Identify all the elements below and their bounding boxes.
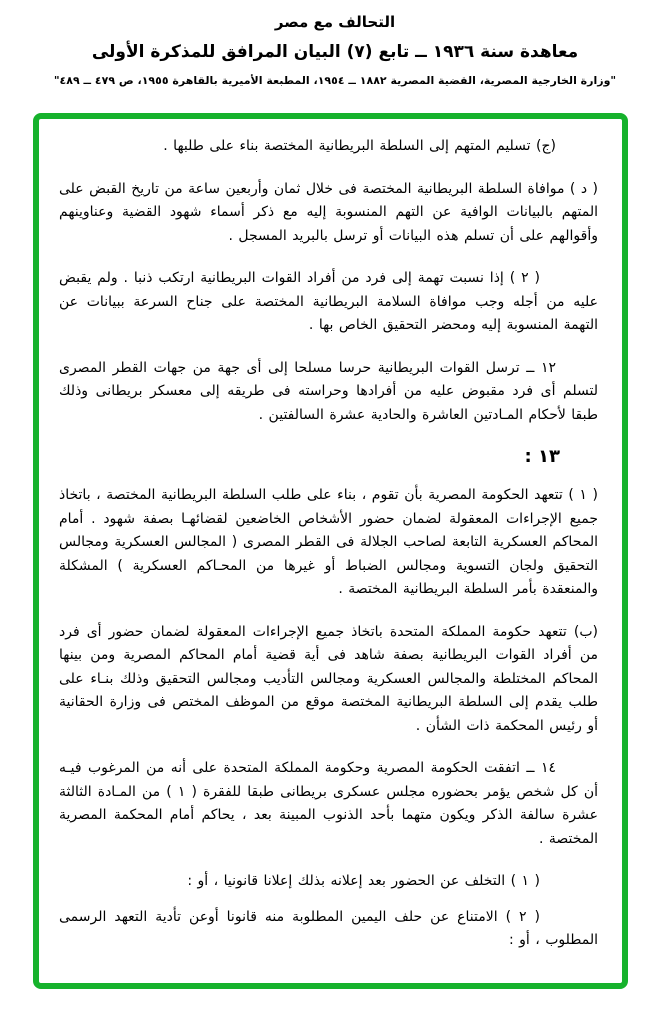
paragraph-marker: ( ٢ ) bbox=[505, 908, 540, 925]
paragraph-text: التخلف عن الحضور بعد إعلانه بذلك إعلانا قانونيا ، أو : bbox=[187, 873, 506, 890]
clause-2 bbox=[59, 267, 598, 338]
paragraph-text: موافاة السلطة البريطانية المختصة فى خلال ثمان وأربعين ساعة من تاريخ القبض على المتهم بالبيانات الوافية عن التهم المنسوبة إليه مع ذكر أسماء شهود القضية وعناوينهم وأقوالهم على أن تسلم هذه البيانات أو ترسل بالبريد المسجل . bbox=[59, 180, 598, 244]
clause-dal bbox=[59, 178, 598, 249]
document-header bbox=[0, 0, 670, 87]
article-14 bbox=[59, 757, 598, 851]
article-13-heading: ١٣ : bbox=[524, 446, 560, 468]
page-title: التحالف مع مصر bbox=[274, 13, 396, 31]
paragraph-marker: ( ٢ ) bbox=[509, 270, 540, 287]
paragraph-marker: ( ١ ) bbox=[510, 873, 540, 890]
paragraph-marker: (ج) bbox=[536, 138, 556, 154]
source-citation: "وزارة الخارجية المصرية، القضية المصرية ١٨٨٢ ــ ١٩٥٤، المطبعة الأميرية بالقاهرة ١٩٥٥، ص ٤٧٩ ــ ٤٨٩" bbox=[53, 74, 617, 87]
paragraph-text: تتعهد حكومة المملكة المتحدة باتخاذ جميع الإجراءات المعقولة لضمان حضور أى فرد من أفراد القوات البريطانية بصفة شاهد فى أية قضية أمام المحاكم المصرية ومن بينها المحاكم المختلطة والمجالس العسكرية ومجالس التأديب ومجالس التحقيق وذلك بنـاء على طلب يقدم إلى السلطة البريطانية المختصة موقع من الموظف المختص فى وزارة الحقانية أو رئيس المحكمة ذات الشأن . bbox=[59, 623, 598, 734]
paragraph-marker: (ب) bbox=[573, 623, 598, 640]
paragraph-marker: ( ١ ) bbox=[568, 487, 598, 504]
clause-ba bbox=[59, 621, 598, 739]
green-border-frame bbox=[33, 113, 628, 989]
item-2 bbox=[59, 906, 598, 953]
clause-jeem bbox=[59, 135, 598, 159]
paragraph-text: تتعهد الحكومة المصرية بأن تقوم ، بناء على طلب السلطة البريطانية المختصة ، باتخاذ جميع الإجراءات المعقولة لضمان حضور الأشخاص الخاضعين لقضائهـا بصفة شهود . أمام المحاكم العسكرية التابعة لصاحب الجلالة فى القطر المصرى ( المجالس العسكرية ومجالس التحقيق ولجان التسوية ومجالس الضباط أو غيرها من المحـاكم العسكرية ) المشكلة والمنعقدة بأمر السلطة البريطانية المختصة . bbox=[59, 487, 598, 598]
item-1 bbox=[59, 870, 598, 894]
treaty-subtitle: معاهدة سنة ١٩٣٦ ــ تابع (٧) البيان المرافق للمذكرة الأولى bbox=[91, 42, 579, 62]
paragraph-marker: ١٤ ــ bbox=[526, 760, 556, 777]
paragraph-text: اتفقت الحكومة المصرية وحكومة المملكة المتحدة على أنه من المرغوب فيـه أن كل شخص يؤمر بحضوره مجلس عسكرى بريطانى طبقا للفقرة ( ١ ) من المـادة الثالثة عشرة سالفة الذكر ويكون متهما بأحد الذنوب المبينة بعد ، يحاكم أمام المحكمة المصرية المختصة . bbox=[59, 760, 598, 847]
paragraph-text: تسليم المتهم إلى السلطة البريطانية المختصة بناء على طلبها . bbox=[163, 138, 531, 154]
paragraph-marker: ( د ) bbox=[569, 180, 599, 197]
paragraph-text: الامتناع عن حلف اليمين المطلوبة منه قانونا أوعن تأدية التعهد الرسمى المطلوب ، أو : bbox=[59, 908, 598, 949]
paragraph-marker: ١٢ ــ bbox=[526, 359, 556, 376]
paragraph-text: ترسل القوات البريطانية حرسا مسلحا إلى أى جهة من جهات القطر المصرى لتسلم أى فرد مقبوض عليه من أفرادها وحراسته فى طريقه إلى معسكر بريطانى وذلك طبقا لأحكام المـادتين العاشرة والحادية عشرة السالفتين . bbox=[59, 359, 598, 423]
paragraph-text: إذا نسبت تهمة إلى فرد من أفراد القوات البريطانية ارتكب ذنبا . ولم يقبض عليه من أجله وجب موافاة السلامة البريطانية المختصة على جناح السرعة ببيانات عن التهمة المنسوبة إليه ومحضر التحقيق الخاص بها . bbox=[59, 270, 598, 334]
clause-1-article-13 bbox=[59, 484, 598, 602]
article-12 bbox=[59, 357, 598, 428]
